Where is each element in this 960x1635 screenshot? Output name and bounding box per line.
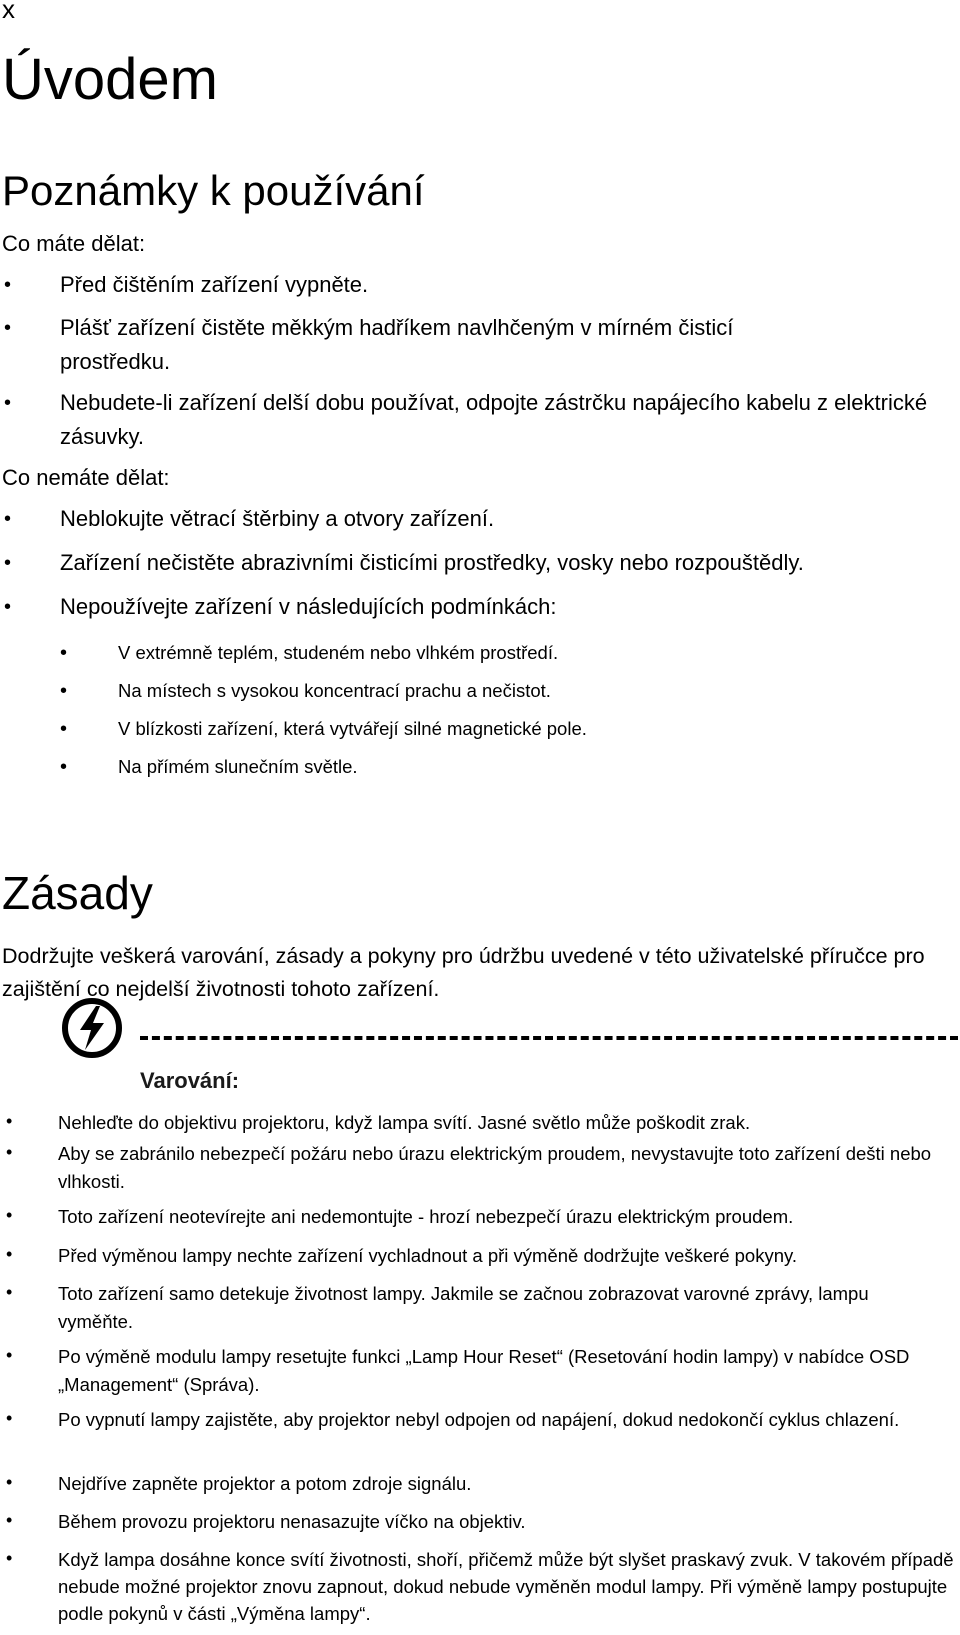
bullet: • [4, 596, 12, 618]
bullet: • [6, 1111, 13, 1131]
bullet: • [4, 317, 12, 339]
bullet: • [6, 1345, 13, 1365]
bullet: • [6, 1244, 13, 1264]
bullet: • [6, 1510, 13, 1530]
warning-divider [140, 1036, 958, 1040]
bullet: • [60, 718, 68, 740]
bullet: • [4, 274, 12, 296]
bullet: • [6, 1142, 13, 1162]
bullet: • [60, 756, 68, 778]
page-title: Úvodem [2, 47, 218, 112]
do-label: Co máte dělat: [2, 231, 146, 256]
page-marker: x [2, 0, 15, 24]
bullet: • [4, 552, 12, 574]
bullet: • [60, 642, 68, 664]
bullet: • [60, 680, 68, 702]
lightning-warning-icon [60, 996, 124, 1060]
bullet: • [6, 1282, 13, 1302]
bullet: • [4, 508, 12, 530]
dont-label: Co nemáte dělat: [2, 465, 170, 490]
warning-title: Varování: [140, 1068, 240, 1093]
bullet: • [4, 392, 12, 414]
bullet: • [6, 1472, 13, 1492]
bullet: • [6, 1408, 13, 1428]
rules-intro: Dodržujte veškerá varování, zásady a pokyny pro údržbu uvedené v této uživatelské příručce pro zajištění co nejdelší životnosti tohoto zařízení. [2, 944, 925, 1001]
usage-heading: Poznámky k používání [2, 167, 425, 214]
bullet: • [6, 1548, 13, 1568]
bullet: • [6, 1205, 13, 1225]
rules-heading: Zásady [2, 867, 153, 919]
